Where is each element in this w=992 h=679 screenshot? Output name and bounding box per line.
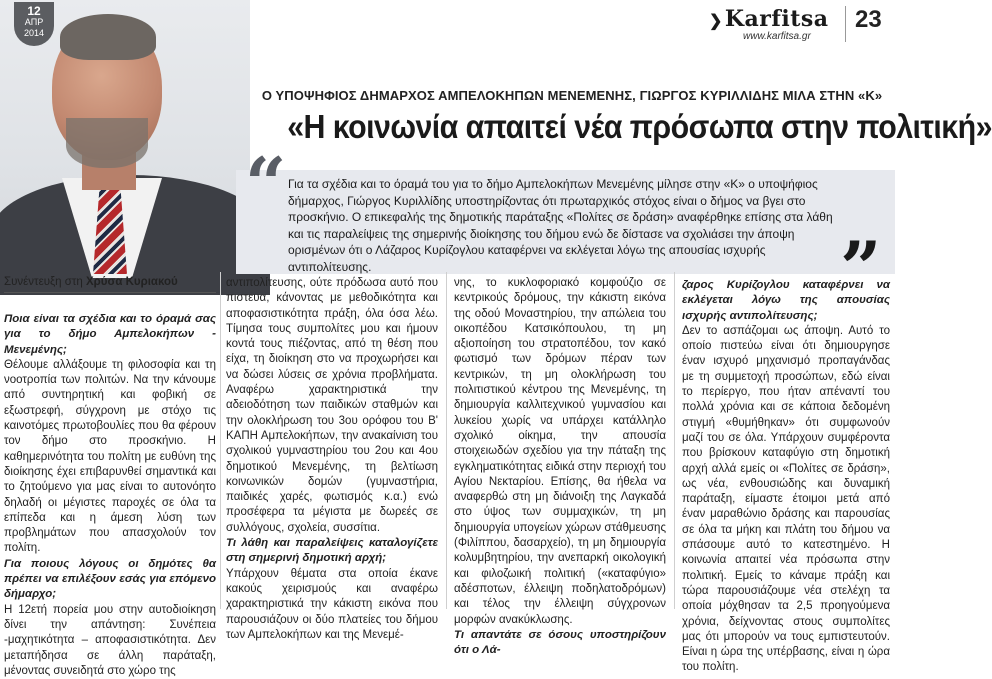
- interview-question: Τι απαντάτε σε όσους υποστηρίζουν ότι ο Λά-: [454, 628, 666, 657]
- interview-answer: Η 12ετή πορεία μου στην αυτοδιοίκηση δίνει την απάντηση: Συνέπεια -μαχητικότητα – αποφασιστικότητα. Δεν μεταπήδησα σε άλλη παράταξη, μένοντας συνειδητά στο χώρο της: [4, 603, 216, 677]
- column-divider: [220, 272, 221, 609]
- date-year: 2014: [23, 28, 45, 38]
- brand-logo[interactable]: [709, 6, 829, 32]
- date-day: 12: [27, 4, 41, 18]
- interview-question: Ποια είναι τα σχέδια και το όραμά σας για το δήμο Αμπελοκήπων - Μενεμένης;: [4, 313, 216, 356]
- lead-text: Για τα σχέδια και το όραμά του για το δήμο Αμπελοκήπων Μενεμένης μίλησε στην «Κ» ο υποψήφιος δήμαρχος, Γιώργος Κυριλλίδης υποστηρίζοντας ότι πρωταρχικός στόχος είναι ο δήμος να βγει στο προσκήνιο. Ο επικεφαλής της δημοτικής παράταξης «Πολίτες σε δράση» αναφέρθηκε επίσης στα λάθη και τις παραλείψεις της σημερινής διοίκησης του δήμου ενώ δε δίστασε να σχολιάσει την άποψη ορισμένων ότι ο Λάζαρος Κυρίζογλου καταφέρνει να εκλέγεται λόγω της απουσίας ισχυρής αντιπολίτευσης.: [288, 177, 833, 274]
- interview-question: Τι λάθη και παραλείψεις καταλογίζετε στη σημερινή δημοτική αρχή;: [226, 537, 438, 565]
- byline: [4, 276, 216, 293]
- interview-answer: αντιπολίτευσης, ούτε πρόδωσα αυτό που πιστευα, κάνοντας με μεθοδικότητα και αποφασιστικότητα πράξη, όλα όσα λέω. Τίμησα τους συμπολίτες μου και ήμουν κοντά τους πιέζοντας, από τη θέση που είχα, τη διοίκηση στο να προχωρήσει και να δώσει λύσεις σε χρόνια προβλήματα. Αναφέρω χαρακτηριστικά την αδειοδότηση των παιδικών σταθμών και την ολοκλήρωση του 3ου ορόφου του Β' ΚΑΠΗ Αμπελοκήπων, την ανακαίνιση του σχολικού γυμναστηρίου του 2ου και 4ου δημοτικού Μενεμένης, τη βελτίωση κοινωνικών δομών (γυμναστήρια, παιδικές χαρές, φωτισμός κ.α.) ενώ προσέφερα τα μέγιστα με δωρεές σε συλλόγους, σχολεία, συσσίτια.: [226, 277, 438, 534]
- page-number: 23: [855, 6, 882, 33]
- date-month: ΑΠΡ: [24, 17, 44, 27]
- column-divider: [446, 272, 447, 609]
- masthead: [705, 0, 895, 48]
- interview-answer: νης, το κυκλοφοριακό κομφούζιο σε κεντρικούς δρόμους, την κάκιστη εικόνα της οδού Μοναστηρίου, την απώλεια του οικοπέδου Κατσικόπουλου, τη μη αξιοποίηση του στρατοπέδου, τον κακό φωτισμό των δρόμων πέραν των κεντρικών, τη μη ολοκλήρωση του πολιτιστικού κέντρου της Μενεμένης, τη δημιουργία καλλιτεχνικού γυμνασίου και λυκείου χωρίς να υπάρχει κατάλληλο σχολικό οίκημα, την απουσία στοιχειωδών σχεδίου για την πάταξη της εγκληματικότητας ειδικά στην περιοχή του Αγίου Νεκταρίου. Επίσης, θα ήθελα να αναφερθώ στη μη διάνοιξη της Λαγκαδά στο ύψος των συμμαχικών, τη μη δημιουργία υπογείων χώρων στάθμευσης (Φιλίππου, δασαρχείο), τη μη δημιουργία κολυμβητηρίου, την ανεπαρκή οικολογική και φιλοζωική πολιτική («καταφύγιο» αδέσποτων, έλλειψη ποδηλατοδρόμων) και τέλος την έλλειψη σύγχρονων μορφών ανακύκλωσης.: [454, 277, 666, 626]
- interview-question: ζαρος Κυρίζογλου καταφέρνει να εκλέγεται λόγω της απουσίας ισχυρής αντιπολίτευσης;: [682, 279, 890, 322]
- interview-answer: Θέλουμε αλλάξουμε τη φιλοσοφία και τη νοοτροπία των πολιτών. Να την κάνουμε από συντηρητική και φοβική σε εξωστρεφή, σύγχρονη με στόχο τις καινοτόμες πρωτοβουλίες που θα φέρουν τον δήμο στο προσκήνιο. Η καθημερινότητα του πολίτη με ευθύνη της διοίκησης έχει επιβαρυνθεί σημαντικά και το ζητούμενο για μας είναι το αυτονόητο δηλαδή οι μέγιστες παροχές σε όλα τα επίπεδα και η άμεση λύση των προβλημάτων που απασχολούν τον πολίτη.: [4, 358, 216, 555]
- masthead-divider: [845, 6, 846, 42]
- byline-prefix: Συνέντευξη στη: [4, 276, 83, 288]
- headline: «Η κοινωνία απαιτεί νέα πρόσωπα στην πολιτική»: [287, 108, 992, 145]
- brand-name: Karfitsa: [724, 6, 829, 32]
- interview-answer: Υπάρχουν θέματα στα οποία έκανε κακούς χειρισμούς και αναφέρω χαρακτηριστικά την κάκιστη εικόνα που παρουσιάζουν οι δύο πλατείες του δήμου των Αμπελοκήπων και της Μενεμέ-: [226, 567, 438, 641]
- photo-hair: [60, 14, 156, 60]
- site-url[interactable]: www.karfitsa.gr: [743, 31, 811, 42]
- photo-beard: [66, 118, 148, 168]
- lead-box: [236, 170, 895, 274]
- date-badge: [14, 2, 54, 46]
- article-column-1: [4, 312, 216, 677]
- article-column-4: [682, 272, 890, 674]
- interview-answer: Δεν το ασπάζομαι ως άποψη. Αυτό το οποίο πιστεύω είναι ότι δημιουργησε έναν ισχυρό μηχανισμό προπαγάνδας με τη συμμετοχή προσώπων, εδώ είναι το περίεργο, που ήταν απέναντί του πολλά χρόνια και σε κάποια δεδομένη στιγμή «θυμήθηκαν» ότι συμφωνούν μαζί του σε όλα. Υπάρχουν συμφέροντα που βρίσκουν καταφύγιο στη δημοτική αρχή αλλά εμείς οι «Πολίτες σε δράση», ως νέα, ενθουσιώδης και δυναμική παράταξη, είμαστε έτοιμοι μετά από έναν μαραθώνιο δράσης και παρουσίας σε όλα τα μήκη και πλάτη του δήμου να σπάσουμε αυτό το κατεστημένο. Η κοινωνία απαιτεί νέα πρόσωπα στην πολιτική. Εμείς το κάναμε πράξη και τώρα παρουσιάζουμε νέα στελέχη τα οποία μόχθησαν τα 2,5 προηγούμενα χρόνια, δείχνοντας στους συμπολίτες μας ότι μπορούν να τους εμπιστευτούν. Είναι η ώρα της υπέρβασης, είναι η ώρα του πολίτη.: [682, 324, 890, 674]
- interview-question: Για ποιους λόγους οι δημότες θα πρέπει να επιλέξουν εσάς για επόμενο δήμαρχο;: [4, 557, 216, 601]
- supertitle: Ο ΥΠΟΨΗΦΙΟΣ ΔΗΜΑΡΧΟΣ ΑΜΠΕΛΟΚΗΠΩΝ ΜΕΝΕΜΕΝΗΣ, ΓΙΩΡΓΟΣ ΚΥΡΙΛΛΙΔΗΣ ΜΙΛΑ ΣΤΗΝ «Κ»: [261, 88, 883, 103]
- column-divider: [674, 272, 675, 609]
- quote-open-icon: “: [245, 141, 287, 226]
- byline-author: Χρύσα Κυριακού: [85, 276, 178, 288]
- quote-close-icon: ”: [840, 225, 882, 310]
- chevron-right-icon: ❯: [709, 11, 723, 30]
- article-column-3: [454, 272, 666, 657]
- article-column-2: [226, 272, 438, 641]
